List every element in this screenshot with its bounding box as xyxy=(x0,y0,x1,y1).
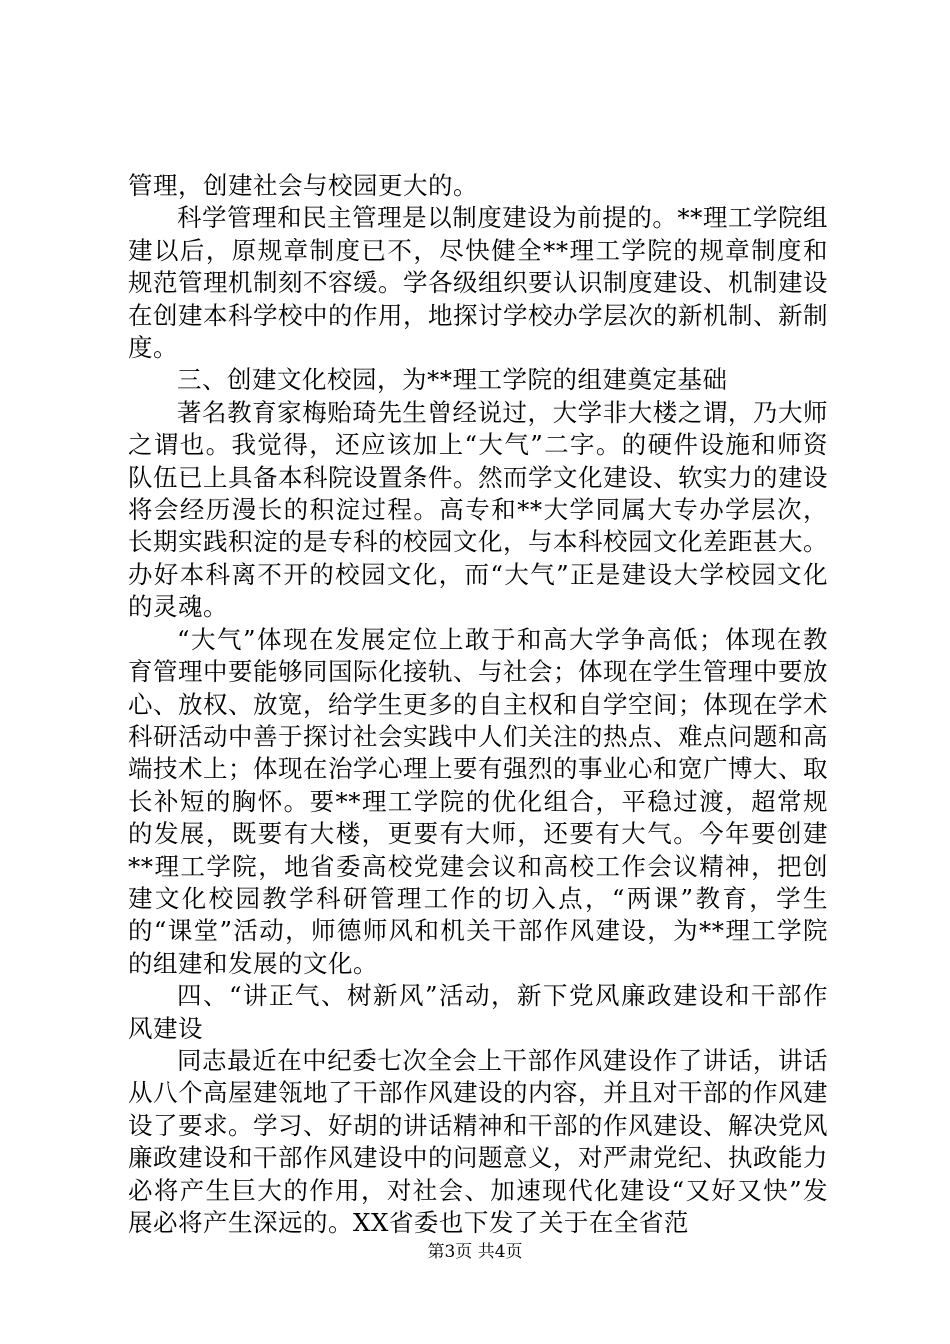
document-body xyxy=(128,170,828,1239)
paragraph: 著名教育家梅贻琦先生曾经说过，大学非大楼之谓，乃大师之谓也。我觉得，还应该加上“大气”二字。的硬件设施和师资队伍已上具备本科院设置条件。然而学文化建设、软实力的建设将会经历漫长的积淀过程。高专和**大学同属大专办学层次，长期实践积淀的是专科的校园文化，与本科校园文化差距甚大。办好本科离不开的校园文化，而“大气”正是建设大学校园文化的灵魂。 xyxy=(128,397,828,622)
section-heading: 三、创建文化校园，为**理工学院的组建奠定基础 xyxy=(177,365,728,395)
paragraph: “大气”体现在发展定位上敢于和高大学争高低；体现在教育管理中要能够同国际化接轨、与社会；体现在学生管理中要放心、放权、放宽，给学生更多的自主权和自学空间；体现在学术科研活动中善于探讨社会实践中人们关注的热点、难点问题和高端技术上；体现在治学心理上要有强烈的事业心和宽广博大、取长补短的胸怀。要**理工学院的优化组合，平稳过渡，超常规的发展，既要有大楼，更要有大师，还要有大气。今年要创建**理工学院，地省委高校党建会议和高校工作会议精神，把创建文化校园教学科研管理工作的切入点，“两课”教育，学生的“课堂”活动，师德师风和机关干部作风建设，为**理工学院的组建和发展的文化。 xyxy=(128,624,828,978)
paragraph: 科学管理和民主管理是以制度建设为前提的。**理工学院组建以后，原规章制度已不，尽快健全**理工学院的规章制度和规范管理机制刻不容缓。学各级组织要认识制度建设、机制建设在创建本科学校中的作用，地探讨学校办学层次的新机制、新制度。 xyxy=(128,203,828,363)
paragraph: 管理，创建社会与校园更大的。 xyxy=(128,171,478,200)
section-heading: 四、“讲正气、树新风”活动，新下党风廉政建设和干部作风建设 xyxy=(128,981,828,1043)
page-footer: 第3页 共4页 xyxy=(427,1242,523,1262)
paragraph: 同志最近在中纪委七次全会上干部作风建设作了讲话，讲话从八个高屋建瓴地了干部作风建设的内容，并且对干部的作风建设了要求。学习、好胡的讲话精神和干部的作风建设、解决党风廉政建设和干部作风建设中的问题意义，对严肃党纪、执政能力必将产生巨大的作用，对社会、加速现代化建设“又好又快”发展必将产生深远的。XX省委也下发了关于在全省范 xyxy=(128,1045,828,1237)
